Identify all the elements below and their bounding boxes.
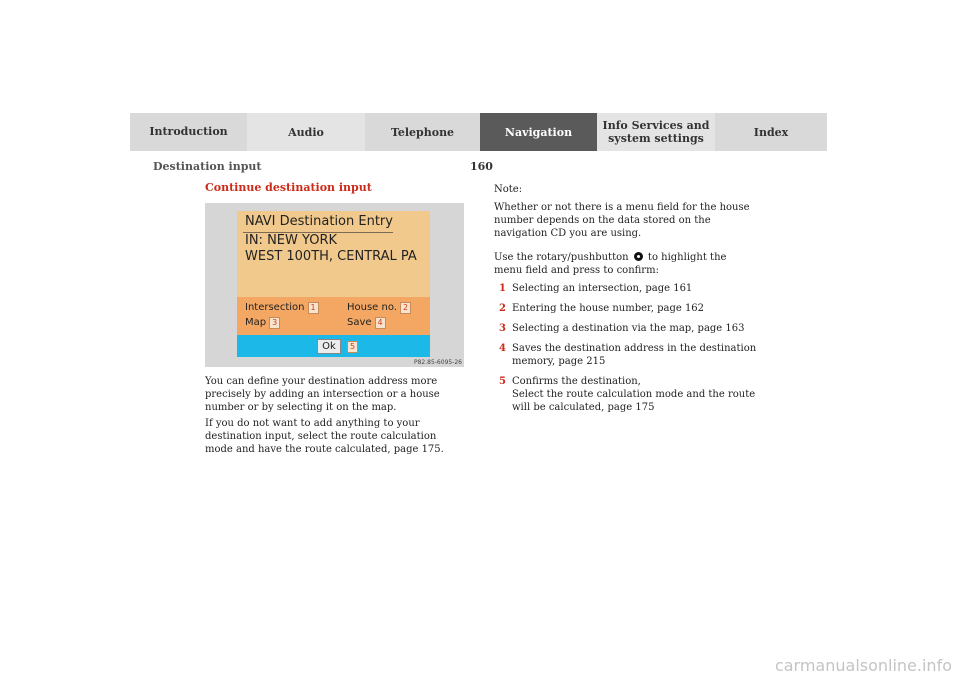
figure-code: P82.85-6095-26 xyxy=(413,359,462,366)
callout-badge: 2 xyxy=(400,302,411,314)
paragraph-route: If you do not want to add anything to your destination input, select the route calculation mode and have the route calculated, page 175. xyxy=(205,418,444,455)
section-tabs xyxy=(130,113,827,151)
list-number: 4 xyxy=(499,343,506,354)
tab-label: Index xyxy=(753,125,789,139)
page-heading: Continue destination input xyxy=(205,181,372,194)
callout-badge: 5 xyxy=(347,341,358,353)
tab-info-services[interactable] xyxy=(597,113,715,151)
menu-label: Map xyxy=(245,317,267,328)
display-city: IN: NEW YORK xyxy=(245,233,338,248)
ok-button: Ok xyxy=(317,339,341,354)
instruction-text xyxy=(494,251,756,277)
section-title: Destination input xyxy=(153,160,262,173)
page-number: 160 xyxy=(470,160,493,173)
list-text: Confirms the destination, Select the route calculation mode and the route will be calculated, page 175 xyxy=(512,376,756,413)
menu-intersection xyxy=(245,302,319,314)
tab-label: Audio xyxy=(288,125,324,139)
list-number: 3 xyxy=(499,323,506,334)
instruction-part: Use the rotary/pushbutton xyxy=(494,252,629,263)
menu-label: Intersection xyxy=(245,302,305,313)
tab-label: Navigation xyxy=(504,125,573,139)
list-text: Entering the house number, page 162 xyxy=(512,303,705,314)
list-number: 1 xyxy=(499,283,506,294)
navi-screen-figure xyxy=(205,203,464,367)
menu-save xyxy=(347,317,386,329)
menu-label: House no. xyxy=(347,302,397,313)
tab-label: Introduction xyxy=(149,125,228,138)
list-item xyxy=(499,302,769,315)
tab-index[interactable] xyxy=(715,113,827,151)
list-text: Selecting a destination via the map, page 163 xyxy=(512,323,745,334)
tab-label: Telephone xyxy=(390,125,455,139)
callout-badge: 3 xyxy=(269,317,280,329)
list-item xyxy=(499,375,769,414)
callout-badge: 4 xyxy=(375,317,386,329)
list-text: Selecting an intersection, page 161 xyxy=(512,283,693,294)
tab-telephone[interactable] xyxy=(365,113,480,151)
display-menu xyxy=(237,297,430,335)
note-body: Whether or not there is a menu field for the house number depends on the data stored on the navigation CD you are using. xyxy=(494,202,750,239)
tab-audio[interactable] xyxy=(247,113,365,151)
list-item xyxy=(499,322,769,335)
list-number: 5 xyxy=(499,376,506,387)
rotary-pushbutton-icon xyxy=(634,252,643,261)
callout-list xyxy=(499,282,769,421)
tab-navigation[interactable] xyxy=(480,113,597,151)
list-item xyxy=(499,282,769,295)
callout-badge: 1 xyxy=(308,302,319,314)
menu-map xyxy=(245,317,280,329)
list-item xyxy=(499,342,769,368)
note-label: Note: xyxy=(494,184,523,195)
ok-bar xyxy=(237,335,430,357)
menu-label: Save xyxy=(347,317,372,328)
menu-house-number xyxy=(347,302,411,314)
tab-label: Info Services and system settings xyxy=(602,119,710,145)
paragraph-precise: You can define your destination address more precisely by adding an intersection or a house number or by selecting it on the map. xyxy=(205,376,440,413)
watermark: carmanualsonline.info xyxy=(774,656,952,675)
display-street: WEST 100TH, CENTRAL PA xyxy=(245,249,417,264)
tab-introduction[interactable] xyxy=(130,113,247,151)
display-title: NAVI Destination Entry xyxy=(245,214,393,229)
instruction-part: to highlight the menu field and press to confirm: xyxy=(494,252,727,276)
navi-display xyxy=(237,211,430,357)
list-number: 2 xyxy=(499,303,506,314)
list-text: Saves the destination address in the destination memory, page 215 xyxy=(512,343,757,367)
